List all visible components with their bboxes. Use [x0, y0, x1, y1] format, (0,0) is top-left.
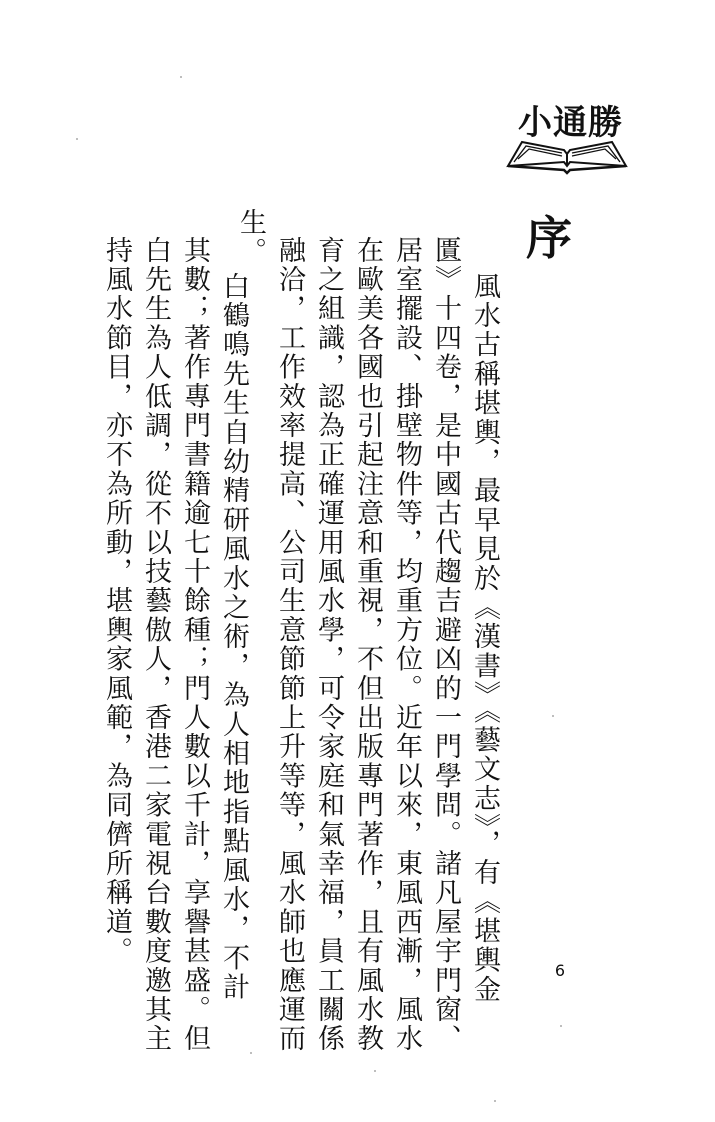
text-column-3: 居室擺設、掛壁物件等，均重方位。近年以來，東風西漸，風水 — [391, 236, 422, 1054]
text-column-7: 生。 — [235, 208, 266, 267]
scan-speck — [76, 138, 78, 140]
scan-speck — [180, 76, 182, 78]
scan-speck — [494, 1100, 496, 1102]
logo — [502, 96, 632, 176]
text-column-8: 白鶴鳴先生自幼精研風水之術，為人相地指點風水，不計 — [218, 272, 249, 1002]
text-column-9: 其數；著作專門書籍逾七十餘種；門人數以千計，享譽甚盛。但 — [179, 236, 210, 1054]
text-column-2: 匱》十四卷，是中國古代趨吉避凶的一門學問。諸凡屋宇門窗、 — [430, 236, 461, 1054]
text-column-4: 在歐美各國也引起注意和重視，不但出版專門著作，且有風水教 — [352, 236, 383, 1054]
scan-speck — [552, 715, 554, 717]
text-column-1: 風水古稱堪輿，最早見於《漢書》《藝文志》，有《堪輿金 — [469, 272, 500, 1005]
scan-speck — [560, 1025, 562, 1027]
page-number: 6 — [554, 961, 566, 980]
scan-speck — [250, 1052, 252, 1054]
text-column-10: 白先生為人低調，從不以技藝傲人，香港二家電視台數度邀其主 — [140, 236, 171, 1054]
logo-text: 小通勝 — [518, 103, 623, 143]
text-column-5: 育之組識，認為正確運用風水學，可令家庭和氣幸福，員工關係 — [313, 236, 344, 1054]
page-title: 序 — [526, 211, 572, 265]
text-column-11: 持風水節目，亦不為所動，堪輿家風範，為同儕所稱道。 — [101, 236, 132, 966]
text-column-6: 融洽，工作效率提高、公司生意節節上升等等，風水師也應運而 — [274, 236, 305, 1054]
scan-speck — [374, 1070, 376, 1072]
